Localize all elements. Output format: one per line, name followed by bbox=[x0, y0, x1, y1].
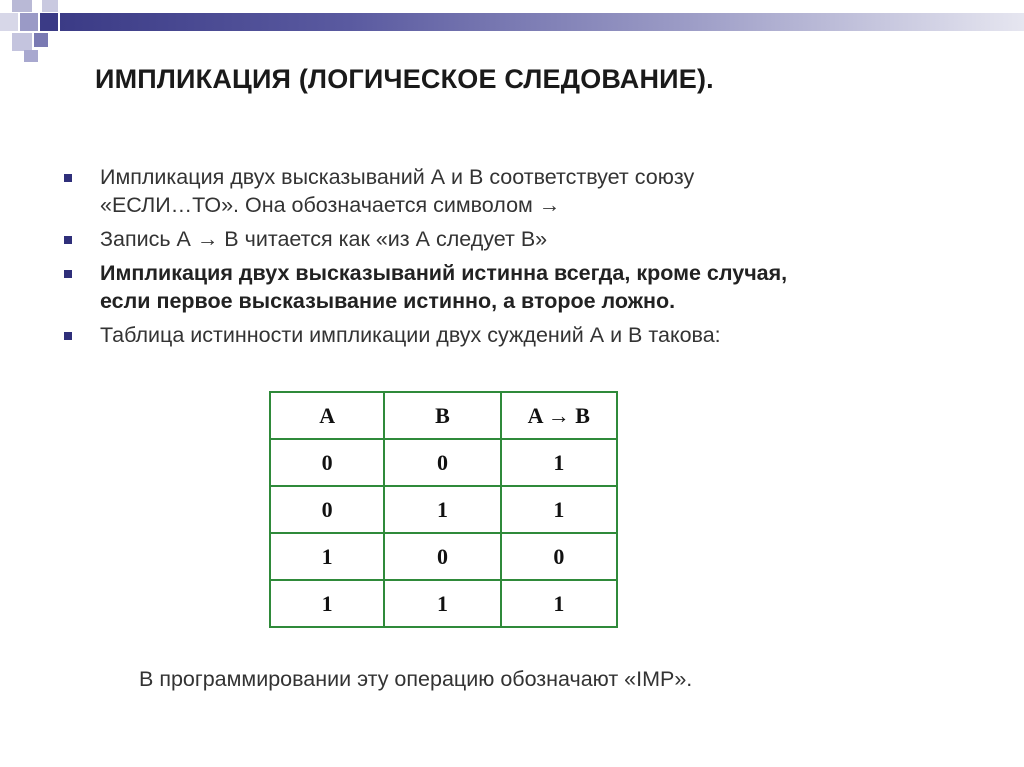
decorative-header bbox=[0, 0, 1024, 70]
table-row bbox=[270, 580, 617, 627]
table-row bbox=[270, 486, 617, 533]
table-cell: 0 bbox=[501, 533, 617, 580]
table-cell: 1 bbox=[501, 439, 617, 486]
table-cell: 1 bbox=[501, 486, 617, 533]
table-cell: 0 bbox=[270, 439, 384, 486]
table-cell: 1 bbox=[384, 580, 500, 627]
square-bullet-icon bbox=[64, 236, 72, 244]
table-cell: 1 bbox=[501, 580, 617, 627]
table-cell: 1 bbox=[270, 580, 384, 627]
list-item bbox=[62, 225, 962, 253]
table-row bbox=[270, 533, 617, 580]
page-title: ИМПЛИКАЦИЯ (ЛОГИЧЕСКОЕ СЛЕДОВАНИЕ). bbox=[95, 64, 714, 94]
table-row bbox=[270, 439, 617, 486]
deco-square bbox=[20, 13, 38, 31]
square-bullet-icon bbox=[64, 270, 72, 278]
list-item bbox=[62, 163, 962, 219]
table-cell: 1 bbox=[270, 533, 384, 580]
bullet-text-line: Импликация двух высказываний А и В соответствует союзу bbox=[100, 165, 695, 189]
deco-square bbox=[34, 33, 48, 47]
truth-table bbox=[269, 391, 618, 628]
footnote-text: В программировании эту операцию обозначают «IMP». bbox=[139, 667, 693, 691]
column-header: A → B bbox=[501, 392, 617, 439]
deco-square bbox=[12, 0, 32, 12]
deco-square bbox=[24, 50, 38, 62]
table-header-row bbox=[270, 392, 617, 439]
bullet-text-line: Импликация двух высказываний истинна всегда, кроме случая, bbox=[100, 261, 788, 285]
column-header: A bbox=[270, 392, 384, 439]
table-cell: 0 bbox=[270, 486, 384, 533]
deco-square bbox=[40, 13, 58, 31]
deco-square bbox=[0, 13, 18, 31]
header-gradient-band bbox=[60, 13, 1024, 31]
square-bullet-icon bbox=[64, 332, 72, 340]
table-cell: 1 bbox=[384, 486, 500, 533]
list-item bbox=[62, 259, 962, 315]
deco-square bbox=[42, 0, 58, 12]
bullet-text-line: Таблица истинности импликации двух суждений А и В такова: bbox=[100, 323, 721, 347]
list-item bbox=[62, 321, 962, 349]
deco-square bbox=[12, 33, 32, 51]
table-cell: 0 bbox=[384, 533, 500, 580]
bullet-text-line: «ЕСЛИ…ТО». Она обозначается символом → bbox=[100, 193, 561, 217]
bullet-text-line: если первое высказывание истинно, а второе ложно. bbox=[100, 289, 676, 313]
bullet-text-line: Запись А → В читается как «из А следует В» bbox=[100, 227, 548, 251]
square-bullet-icon bbox=[64, 174, 72, 182]
bullet-list bbox=[62, 163, 962, 355]
table-cell: 0 bbox=[384, 439, 500, 486]
column-header: B bbox=[384, 392, 500, 439]
